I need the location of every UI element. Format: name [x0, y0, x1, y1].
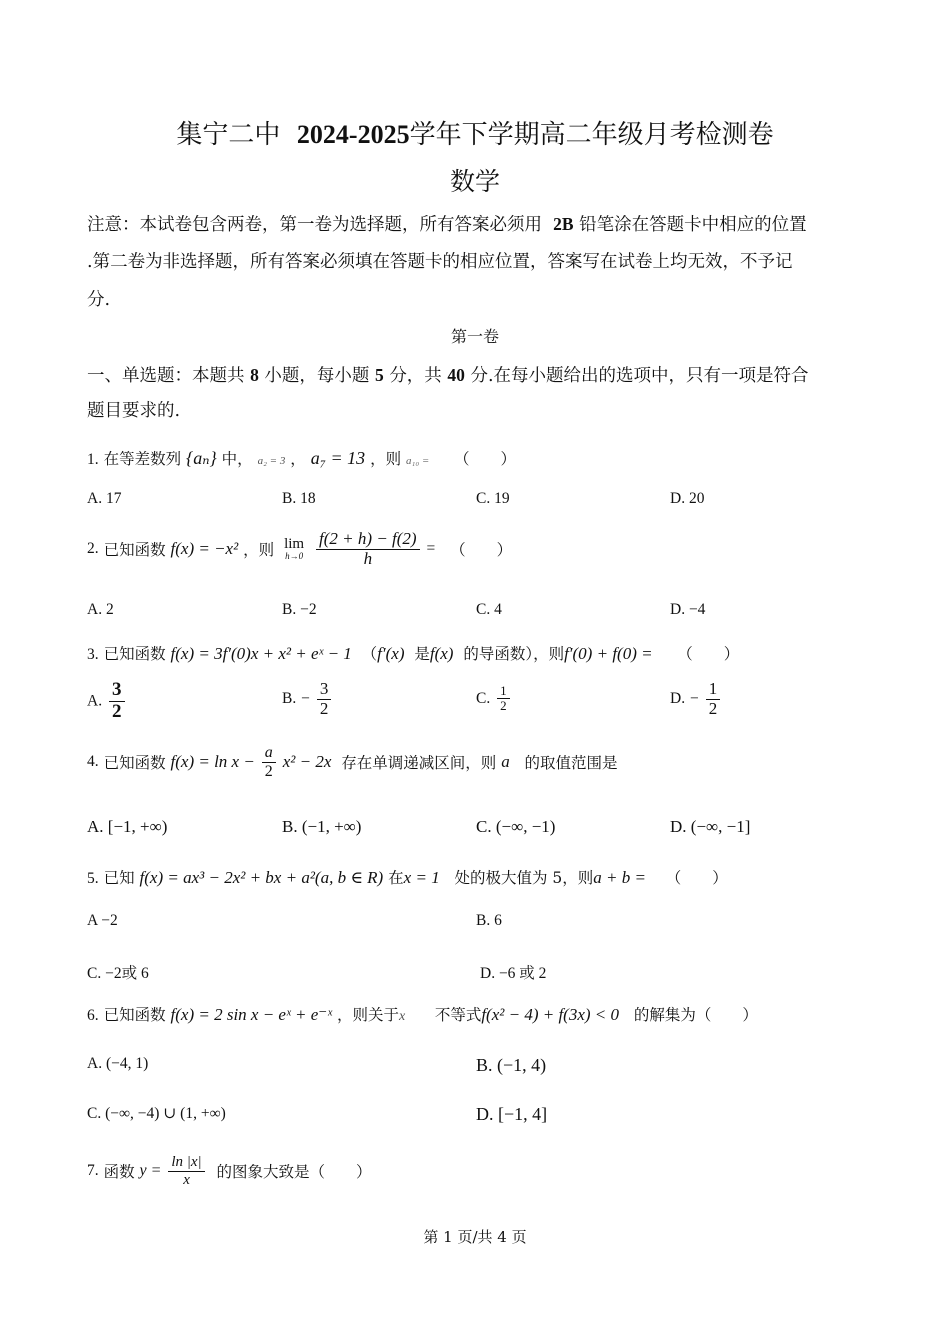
q2-option-c[interactable]: C. 4: [476, 601, 502, 618]
q1-option-b[interactable]: B. 18: [282, 490, 316, 507]
q2-option-b[interactable]: B. −2: [282, 601, 317, 618]
notice-line-2: .第二卷为非选择题，所有答案必须填在答题卡的相应位置，答案写在试卷上均无效，不予记: [87, 252, 793, 272]
q4-option-a[interactable]: A. [−1, +∞): [87, 817, 168, 836]
q1-option-d[interactable]: D. 20: [670, 490, 705, 507]
q1-option-a[interactable]: A. 17: [87, 490, 122, 507]
section-heading-line-2: 题目要求的.: [87, 401, 181, 421]
question-7: 7. 函数 y = $\frac{\ln |x|}{x}$ 的图象大致是（ ）: [87, 1154, 372, 1188]
q2-option-a[interactable]: A. 2: [87, 601, 114, 618]
difference-quotient: $\frac{f(2 + h) - f(2)}{h}$: [316, 530, 420, 568]
q6-option-c[interactable]: C. (−∞, −4) ∪ (1, +∞): [87, 1105, 226, 1122]
exam-title: 集宁二中 2024-2025学年下学期高二年级月考检测卷: [176, 120, 774, 150]
q5-option-c[interactable]: C. −2或 6: [87, 965, 149, 982]
section-heading-line-1: 一、单选题：本题共 8 小题，每小题 5 分，共 40 分.在每小题给出的选项中，只有一项是符合: [87, 365, 809, 386]
q2-option-d[interactable]: D. −4: [670, 601, 706, 618]
lim-operator: lim h→0: [284, 535, 305, 562]
q5-option-a[interactable]: A −2: [87, 912, 118, 929]
q1-option-c[interactable]: C. 19: [476, 490, 510, 507]
question-3: 3. 已知函数 f(x) = 3f′(0)x + x² + eˣ − 1 （f′(x) 是f(x) 的导函数），则f′(0) + f(0) = （ ）: [87, 644, 740, 663]
q4-option-b[interactable]: B. (−1, +∞): [282, 817, 362, 836]
q4-option-d[interactable]: D. (−∞, −1]: [670, 817, 751, 836]
subject-title: 数学: [449, 167, 500, 196]
q6-option-a[interactable]: A. (−4, 1): [87, 1055, 149, 1072]
question-1: 1. 在等差数列 {aₙ} 中， a₂ = 3 ， a₇ = 13 ，则 a₁₀ = （ ）: [87, 448, 516, 468]
question-5: 5. 已知 f(x) = ax³ − 2x² + bx + a²(a, b ∈ R) 在x = 1 处的极大值为 5，则a + b = （ ）: [87, 868, 728, 887]
q5-option-d[interactable]: D. −6 或 2: [480, 965, 547, 982]
question-2: 2. 已知函数 f(x) = −x² ，则 lim h→0 $\frac{f(2 + h) - f(2)}{h}$ = （ ）: [87, 529, 513, 568]
q4-option-c[interactable]: C. (−∞, −1): [476, 817, 556, 836]
question-6: 6. 已知函数 f(x) = 2 sin x − eˣ + e⁻ˣ ，则关于x 不等式f(x² − 4) + f(3x) < 0 的解集为（ ）: [87, 1005, 758, 1024]
q6-option-d[interactable]: D. [−1, 4]: [476, 1104, 548, 1124]
q3-option-d[interactable]: D. − $\frac{1}{2}$: [670, 680, 722, 718]
q5-option-b[interactable]: B. 6: [476, 912, 502, 929]
notice-line-1: 注意：本试卷包含两卷，第一卷为选择题，所有答案必须用 2B 铅笔涂在答题卡中相应的位置: [87, 214, 807, 235]
q3-option-b[interactable]: B. − $\frac{3}{2}$: [282, 680, 333, 718]
q3-option-c[interactable]: C. $\frac{1}{2}$: [476, 684, 512, 714]
q6-option-b[interactable]: B. (−1, 4): [476, 1055, 547, 1075]
question-4: 4. 已知函数 f(x) = ln x − $\frac{a}{2}$ x² − 2x 存在单调递减区间，则 a 的取值范围是: [87, 744, 618, 780]
volume-heading: 第一卷: [450, 327, 499, 346]
q3-option-a[interactable]: A. $\frac{3}{2}$: [87, 680, 127, 723]
notice-line-3: 分.: [87, 290, 111, 310]
page-footer: 第 1 页/共 4 页: [423, 1228, 527, 1246]
